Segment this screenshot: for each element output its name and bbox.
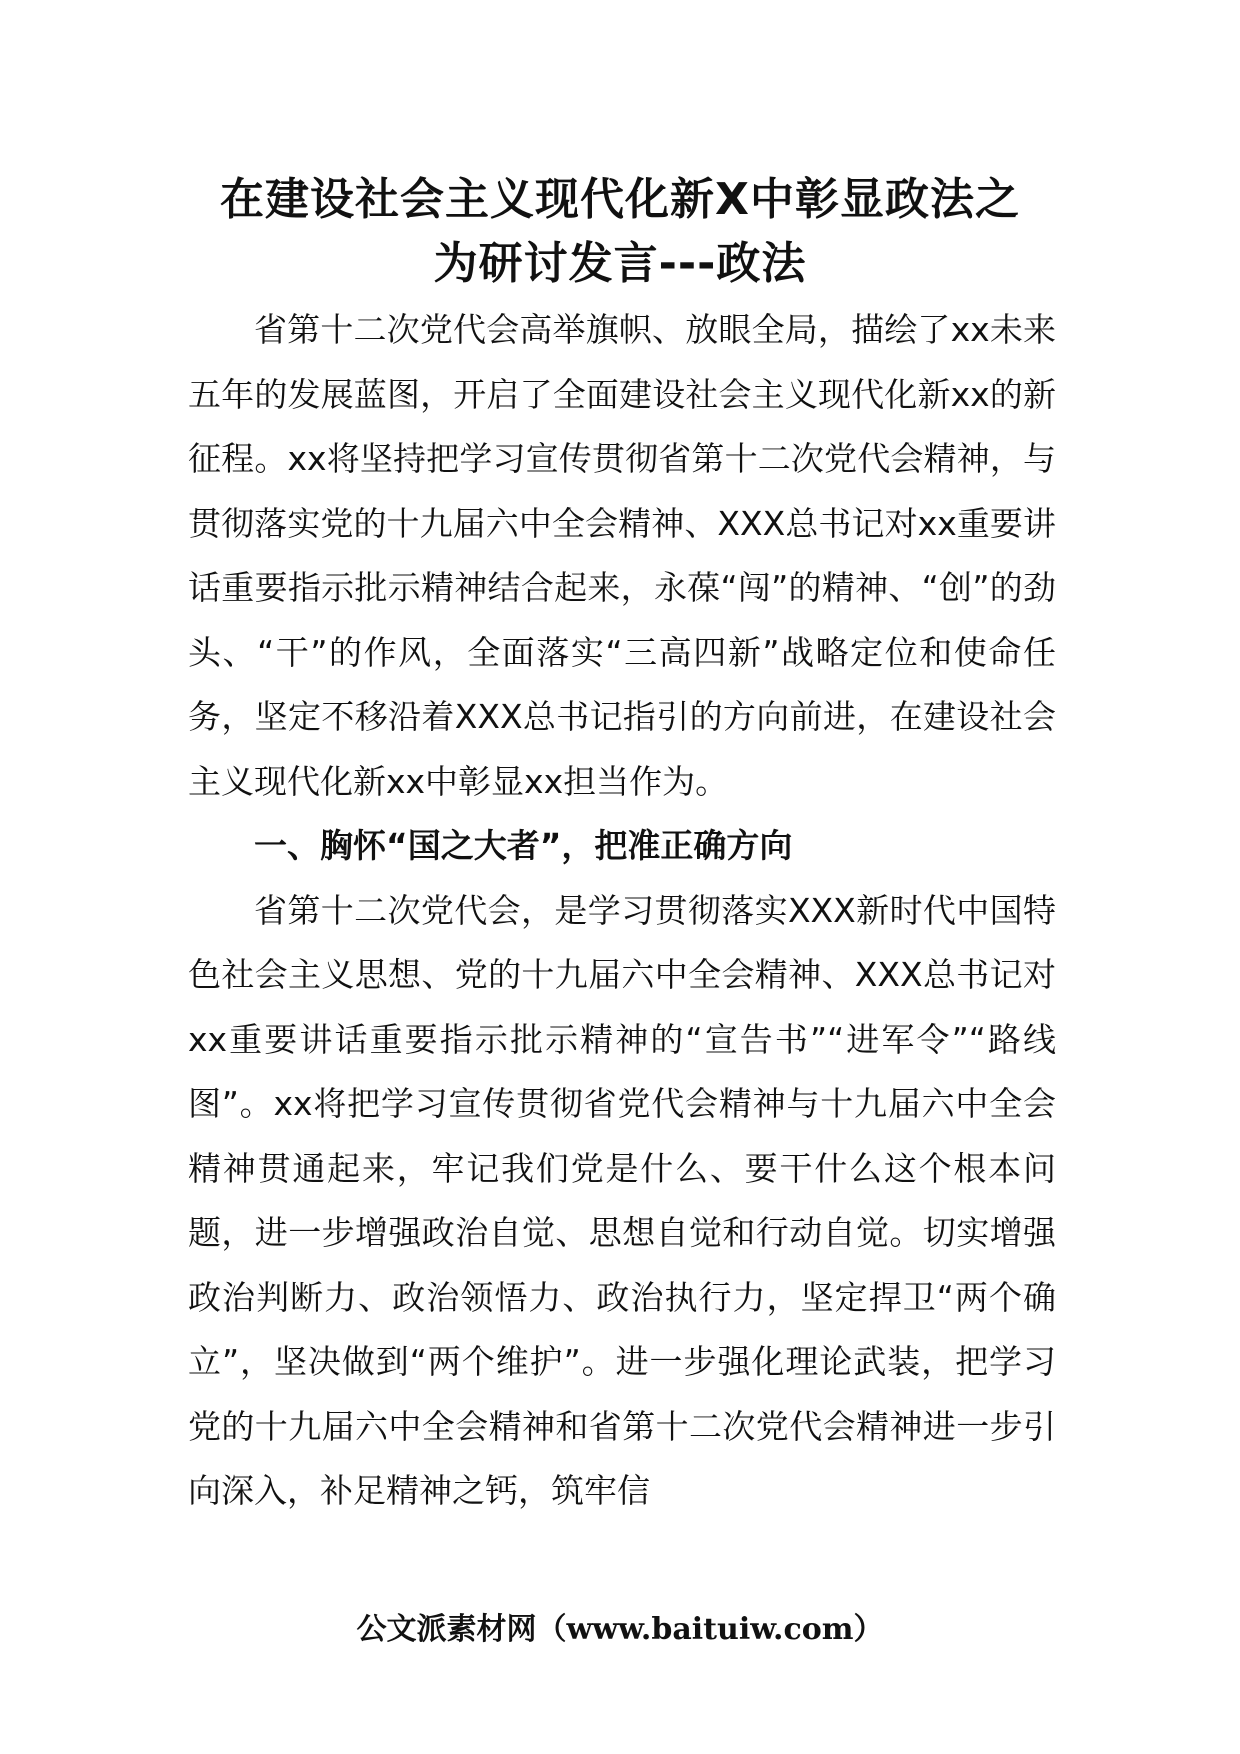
title-line-2: 为研讨发言---政法 [433, 238, 807, 289]
paragraph-section-1: 省第十二次党代会，是学习贯彻落实XXX新时代中国特色社会主义思想、党的十九届六中全会精神、XXX总书记对xx重要讲话重要指示批示精神的“宣告书”“进军令”“路线图”。xx将把学习宣传贯彻省党代会精神与十九届六中全会精神贯通起来，牢记我们党是什么、要干什么这个根本问题，进一步增强政治自觉、思想自觉和行动自觉。切实增强政治判断力、政治领悟力、政治执行力，坚定捍卫“两个确立”，坚决做到“两个维护”。进一步强化理论武装，把学习党的十九届六中全会精神和省第十二次党代会精神进一步引向深入，补足精神之钙，筑牢信 [188, 890, 1056, 1510]
document-title [150, 168, 1090, 296]
footer-watermark: 公文派素材网（www.baituiw.com） [356, 1612, 884, 1647]
title-line-1: 在建设社会主义现代化新X中彰显政法之 [220, 174, 1020, 225]
document-body [188, 298, 1056, 1524]
section-heading-1: 一、胸怀“国之大者”，把准正确方向 [254, 826, 793, 865]
paragraph-intro: 省第十二次党代会高举旗帜、放眼全局，描绘了xx未来五年的发展蓝图，开启了全面建设社会主义现代化新xx的新征程。xx将坚持把学习宣传贯彻省第十二次党代会精神，与贯彻落实党的十九届六中全会精神、XXX总书记对xx重要讲话重要指示批示精神结合起来，永葆“闯”的精神、“创”的劲头、“干”的作风，全面落实“三高四新”战略定位和使命任务，坚定不移沿着XXX总书记指引的方向前进，在建设社会主义现代化新xx中彰显xx担当作为。 [188, 310, 1056, 801]
